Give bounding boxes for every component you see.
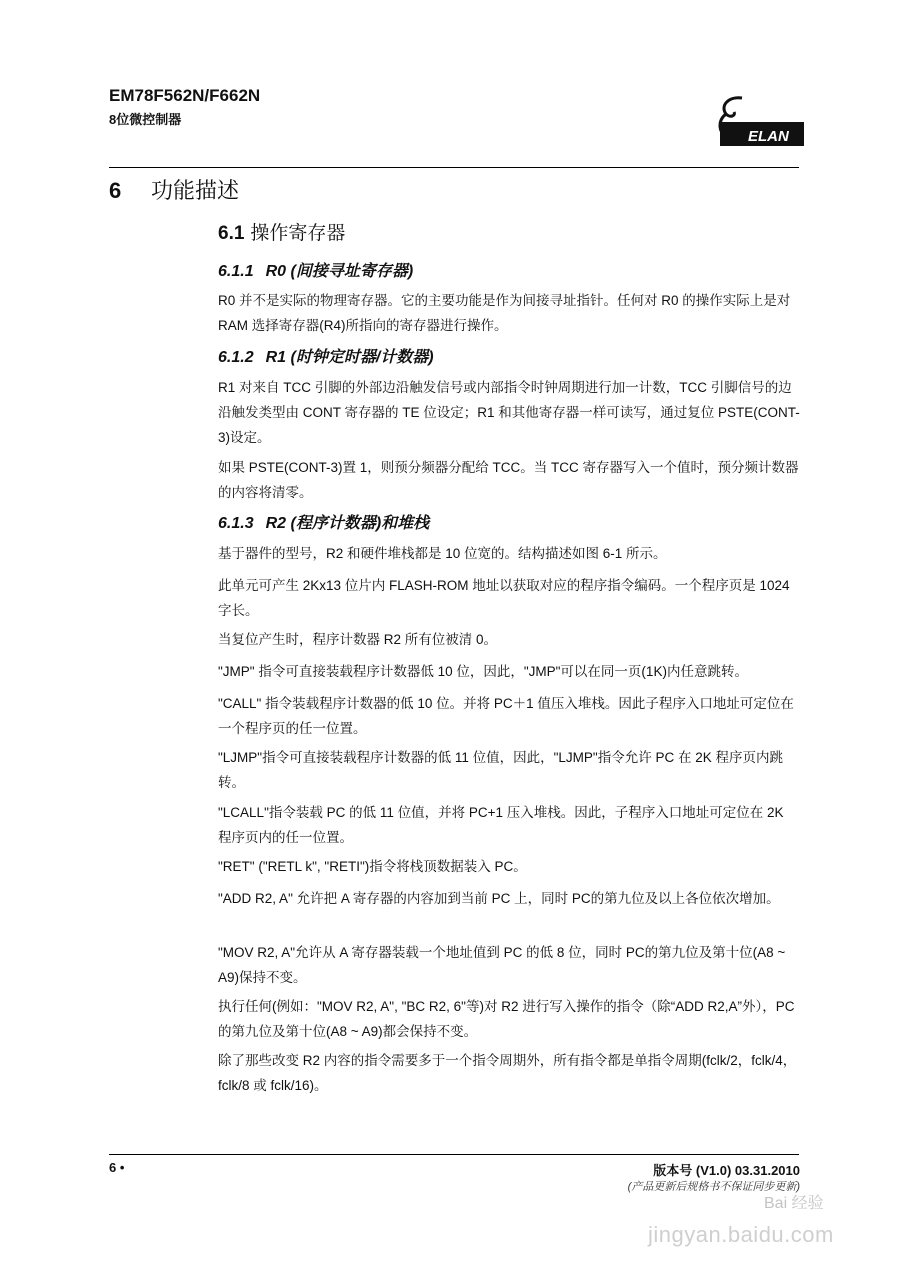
subsection-title: R0 (间接寻址寄存器) [265, 263, 414, 280]
paragraph-r2-5: "CALL" 指令装载程序计数器的低 10 位。并将 PC＋1 值压入堆栈。因此子程序入口地址可定位在一个程序页的任一位置。 [218, 696, 794, 736]
paragraph-r2-4: "JMP" 指令可直接装载程序计数器低 10 位，因此，"JMP"可以在同一页(1K)内任意跳转。 [218, 664, 748, 679]
paragraph-r2-9: "ADD R2, A" 允许把 A 寄存器的内容加到当前 PC 上，同时 PC的第九位及以上各位依次增加。 [218, 891, 780, 906]
subsection-heading-r1 [218, 344, 434, 367]
chapter-heading [109, 174, 239, 205]
section-number: 6.1 [218, 223, 245, 244]
header-subtitle: 8位微控制器 [109, 112, 182, 127]
paragraph-r2-12: 除了那些改变 R2 内容的指令需要多于一个指令周期外，所有指令都是单指令周期(fclk/2，fclk/4，fclk/8 或 fclk/16)。 [218, 1053, 797, 1093]
chapter-title: 功能描述 [151, 178, 240, 203]
footer-page-number: 6 • [109, 1160, 125, 1175]
subsection-title: R2 (程序计数器)和堆栈 [265, 515, 430, 532]
paragraph-r2-3: 当复位产生时，程序计数器 R2 所有位被清 0。 [218, 632, 498, 647]
paragraph-r2-8: "RET" ("RETL k", "RETI")指令将栈顶数据装入 PC。 [218, 859, 527, 874]
footer-note: (产品更新后规格书不保证同步更新) [627, 1181, 800, 1193]
subsection-number: 6.1.1 [218, 263, 254, 280]
section-heading [218, 218, 345, 245]
footer-rule [109, 1154, 799, 1155]
paragraph-r2-10: "MOV R2, A"允许从 A 寄存器装载一个地址值到 PC 的低 8 位，同时 PC的第九位及第十位(A8 ~ A9)保持不变。 [218, 945, 786, 985]
subsection-number: 6.1.3 [218, 515, 254, 532]
watermark-url: jingyan.baidu.com [648, 1222, 834, 1247]
header-model: EM78F562N/F662N [109, 86, 261, 105]
subsection-number: 6.1.2 [218, 349, 254, 366]
subsection-title: R1 (时钟定时器/计数器) [265, 349, 434, 366]
chapter-number: 6 [109, 178, 122, 203]
paragraph-r0: R0 并不是实际的物理寄存器。它的主要功能是作为间接寻址指针。任何对 R0 的操作实际上是对 RAM 选择寄存器(R4)所指向的寄存器进行操作。 [218, 293, 791, 333]
section-title: 操作寄存器 [250, 223, 346, 244]
paragraph-r1-a: R1 对来自 TCC 引脚的外部边沿触发信号或内部指令时钟周期进行加一计数，TCC 引脚信号的边沿触发类型由 CONT 寄存器的 TE 位设定；R1 和其他寄存器一样可读写，通过复位 PSTE(CONT-3)设定。 [218, 380, 800, 445]
subsection-heading-r2 [218, 510, 429, 533]
elan-logo [712, 92, 804, 152]
footer-version: 版本号 (V1.0) 03.31.2010 [653, 1163, 800, 1178]
paragraph-r1-b: 如果 PSTE(CONT-3)置 1，则预分频器分配给 TCC。当 TCC 寄存器写入一个值时，预分频计数器的内容将清零。 [218, 460, 799, 500]
paragraph-r2-1: 基于器件的型号，R2 和硬件堆栈都是 10 位宽的。结构描述如图 6-1 所示。 [218, 546, 667, 561]
paragraph-r2-7: "LCALL"指令装载 PC 的低 11 位值，并将 PC+1 压入堆栈。因此，子程序入口地址可定位在 2K 程序页内的任一位置。 [218, 805, 784, 845]
subsection-heading-r0 [218, 258, 413, 281]
svg-text:ELAN: ELAN [748, 128, 789, 145]
paragraph-r2-6: "LJMP"指令可直接装载程序计数器的低 11 位值，因此，"LJMP"指令允许 PC 在 2K 程序页内跳转。 [218, 750, 783, 790]
header-rule [109, 167, 799, 168]
watermark-logo: Bai 经验 [764, 1195, 824, 1212]
paragraph-r2-2: 此单元可产生 2Kx13 位片内 FLASH-ROM 地址以获取对应的程序指令编码。一个程序页是 1024 字长。 [218, 578, 790, 618]
paragraph-r2-11: 执行任何(例如："MOV R2, A", "BC R2, 6"等)对 R2 进行写入操作的指令（除“ADD R2,A”外），PC 的第九位及第十位(A8 ~ A9)都会保持不变。 [218, 999, 795, 1039]
